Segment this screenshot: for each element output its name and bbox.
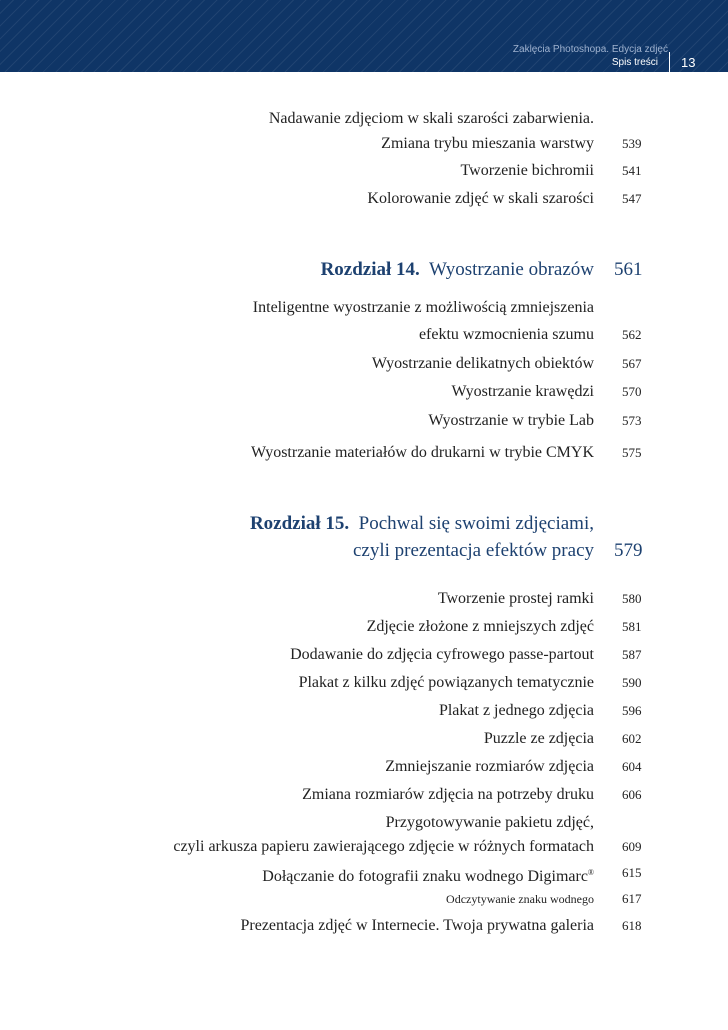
toc-entry-title: Puzzle ze zdjęcia [483,730,594,747]
toc-entry-page: 541 [622,163,642,178]
toc-entry-title: Tworzenie prostej ramki [437,590,594,607]
chapter-page: 579 [614,540,643,561]
toc-entry-title: Zmniejszanie rozmiarów zdjęcia [385,758,594,775]
toc-entry-page: 570 [622,384,642,399]
toc-entry-page: 606 [622,787,642,802]
toc-entry-title: Zmiana trybu mieszania warstwy [381,135,594,152]
trademark-symbol: ® [587,868,594,877]
toc-entry-text: Dołączanie do fotografii znaku wodnego Digimarc [262,868,588,885]
chapter-label: Rozdział 14. [320,259,420,280]
toc-entry-page: 539 [622,136,642,151]
toc-entry-title: czyli arkusza papieru zawierającego zdjęcie w różnych formatach [173,838,594,855]
toc-entry-title: Wyostrzanie delikatnych obiektów [371,355,594,372]
chapter-title: Pochwal się swoimi zdjęciami, [358,513,594,534]
toc-entry-title: Prezentacja zdjęć w Internecie. Twoja prywatna galeria [240,917,594,934]
chapter-title-continued: czyli prezentacja efektów pracy [352,540,594,561]
toc-entry-title [262,863,594,887]
toc-entry-title: Plakat z kilku zdjęć powiązanych tematycznie [298,674,594,691]
toc-entry-page: 587 [622,647,642,662]
toc-entry-page: 590 [622,675,642,690]
page-header [0,0,728,72]
toc-entry-page: 617 [622,891,642,906]
toc-entry-title: Dodawanie do zdjęcia cyfrowego passe-partout [290,646,594,663]
toc-entry-page: 575 [622,445,642,460]
toc-entry-title: Kolorowanie zdjęć w skali szarości [367,190,594,207]
page-number: 13 [681,55,696,70]
toc-entry-title: Inteligentne wyostrzanie z możliwością zmniejszenia [252,299,594,316]
toc-entry-page: 573 [622,413,642,428]
toc-entry-page: 562 [622,327,642,342]
header-divider [669,52,670,72]
toc-entry-page: 602 [622,731,642,746]
toc-entry-title: Plakat z jednego zdjęcia [438,702,594,719]
toc-entry-page: 604 [622,759,642,774]
toc-entry-page: 547 [622,191,642,206]
toc-entry-page: 567 [622,356,642,371]
toc-subentry-title: Odczytywanie znaku wodnego [446,892,594,906]
toc-entry-title: efektu wzmocnienia szumu [418,326,594,343]
book-title: Zaklęcia Photoshopa. Edycja zdjęć [512,44,668,55]
chapter-heading [250,512,594,536]
toc-entry-page: 580 [622,591,642,606]
toc-entry-title: Tworzenie bichromii [460,162,594,179]
section-title: Spis treści [611,57,658,68]
toc-entry-page: 618 [622,918,642,933]
toc-entry-title: Przygotowywanie pakietu zdjęć, [385,814,594,831]
toc-entry-title: Zdjęcie złożone z mniejszych zdjęć [366,618,594,635]
toc-entry-page: 615 [622,865,642,880]
chapter-label: Rozdział 15. [249,513,350,534]
chapter-title: Wyostrzanie obrazów [428,259,594,280]
chapter-page: 561 [614,259,643,280]
toc-entry-title: Wyostrzanie materiałów do drukarni w trybie CMYK [251,444,594,461]
toc-entry-title: Zmiana rozmiarów zdjęcia na potrzeby druku [302,786,594,803]
toc-entry-title: Wyostrzanie krawędzi [451,383,594,400]
toc-entry-title: Nadawanie zdjęciom w skali szarości zabarwienia. [268,110,594,127]
toc-entry-page: 581 [622,619,642,634]
chapter-heading [321,258,594,282]
toc-entry-title: Wyostrzanie w trybie Lab [428,412,594,429]
toc-entry-page: 596 [622,703,642,718]
toc-entry-page: 609 [622,839,642,854]
